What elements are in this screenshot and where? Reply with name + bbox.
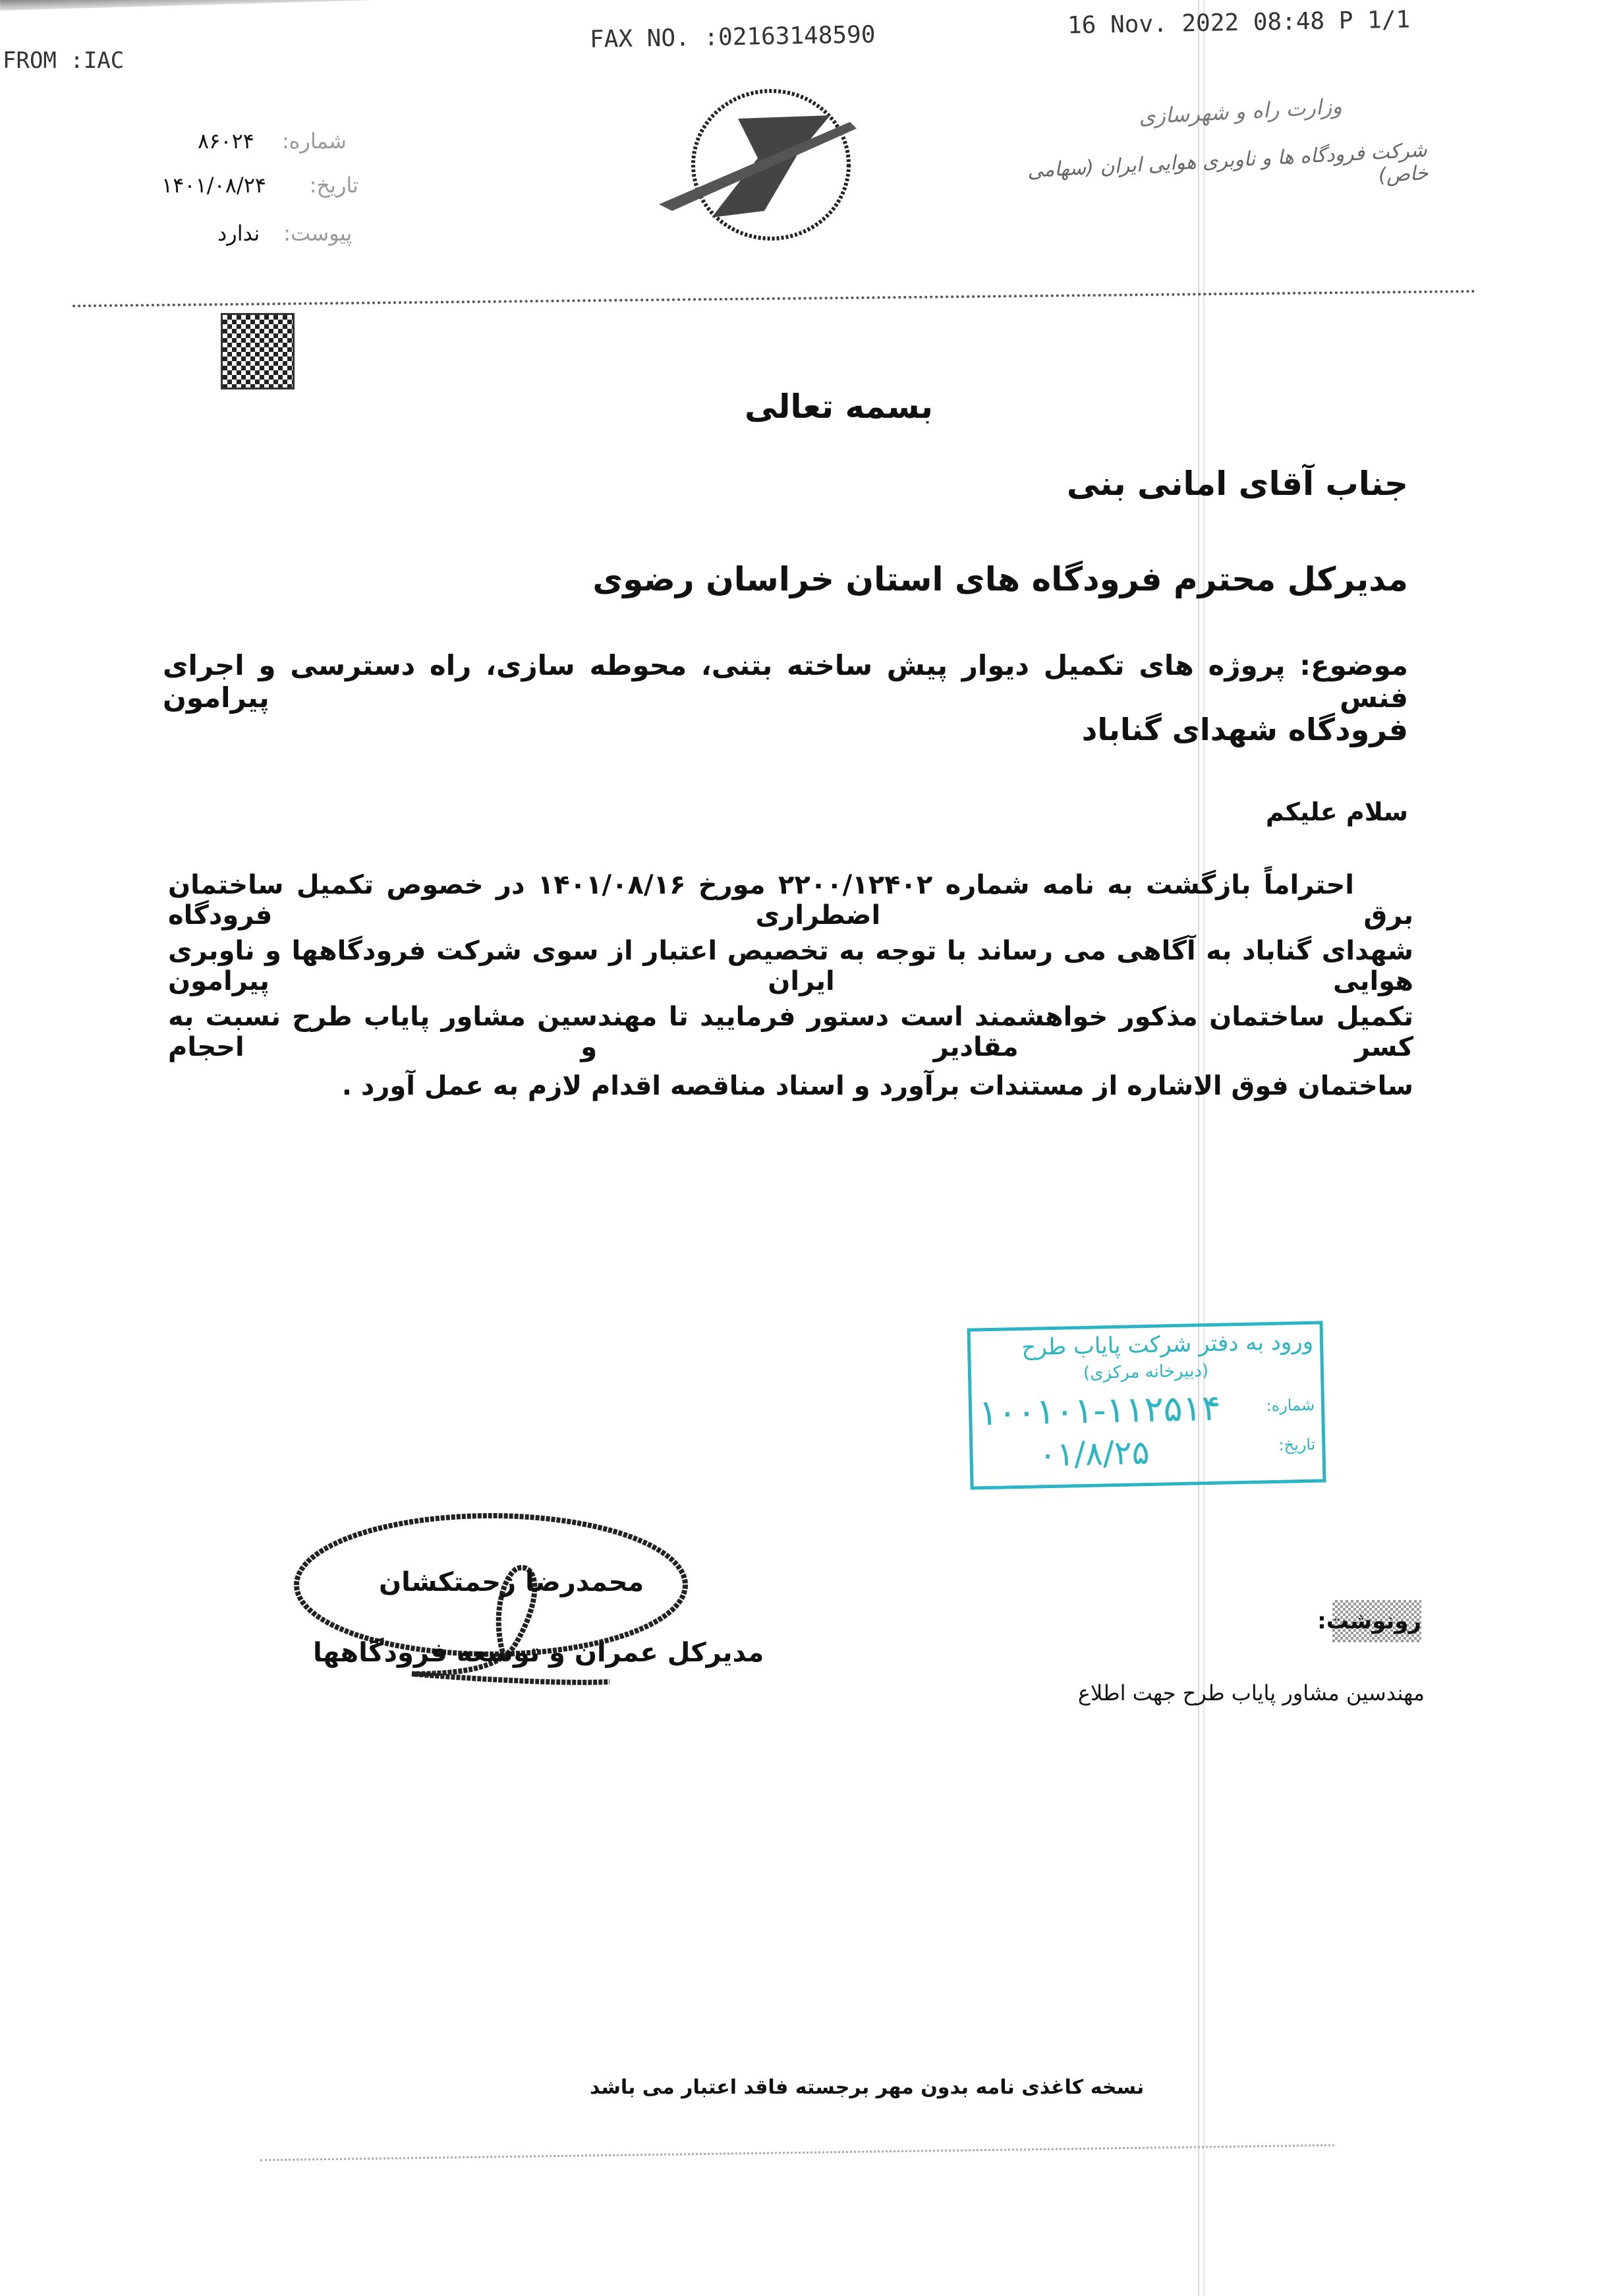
stamp-date-label: تاریخ: (1278, 1435, 1316, 1454)
receipt-stamp (967, 1321, 1326, 1489)
meta-label: پیوست: (283, 221, 353, 246)
cc-label: رونوشت: (1332, 1600, 1421, 1642)
scan-edge-shadow (0, 0, 409, 11)
footer-address-faint (260, 2144, 1334, 2162)
greeting: سلام علیکم (1265, 797, 1408, 826)
meta-label: شماره: (281, 129, 347, 154)
stamp-title: ورود به دفتر شرکت پایاب طرح (1021, 1328, 1314, 1361)
recipient-title: مدیرکل محترم فرودگاه های استان خراسان رضوی (592, 560, 1408, 598)
fax-from: FROM :IAC (3, 47, 125, 74)
stamp-subtitle: (دبیرخانه مرکزی) (1083, 1361, 1209, 1383)
org-company: شرکت فرودگاه ها و ناوبری هوایی ایران (سهامی خاص) (1027, 138, 1429, 188)
body-line: ساختمان فوق الاشاره از مستندات برآورد و اسناد مناقصه اقدام لازم به عمل آورد . (341, 1071, 1413, 1101)
signature-block (293, 1509, 764, 1700)
scan-fold-line (1198, 0, 1205, 2296)
body-line: تکمیل ساختمان مذکور خواهشمند است دستور فرمایید تا مهندسین مشاور پایاب طرح نسبت به کسر مقادیر و احجام (168, 1002, 1413, 1062)
invocation: بسمه تعالی (745, 387, 934, 426)
signatory-name: محمدرضا زحمتکشان (379, 1567, 644, 1597)
stamp-date-value: ۰۱/۸/۲۵ (1038, 1433, 1150, 1474)
recipient-name: جناب آقای امانی بنی (1066, 465, 1408, 503)
body-line: احتراماً بازگشت به نامه شماره ۲۲۰۰/۱۲۴۰۲ مورخ ۱۴۰۱/۰۸/۱۶ در خصوص تکمیل ساختمان برق اضطراری فرودگاه (168, 870, 1413, 931)
meta-label: تاریخ: (309, 173, 359, 198)
org-ministry: وزارت راه و شهرسازی (1138, 93, 1343, 130)
subject-line-1: موضوع: پروژه های تکمیل دیوار پیش ساخته بتنی، محوطه سازی، راه دسترسی و اجرای فنس پیرامون (163, 649, 1408, 714)
stamp-number-value: ۱۰۰۱۰۱-۱۱۲۵۱۴ (978, 1387, 1222, 1434)
subject-line-2: فرودگاه شهدای گناباد (1081, 712, 1408, 747)
meta-attachment (217, 221, 352, 246)
meta-value: ۱۴۰۱/۰۸/۲۴ (161, 173, 267, 198)
fax-number: FAX NO. :02163148590 (589, 21, 876, 53)
meta-value: ندارد (217, 221, 260, 246)
meta-number (198, 129, 347, 154)
signatory-title: مدیرکل عمران و توسعه فرودگاهها (313, 1638, 764, 1668)
signature-scribble-icon (293, 1509, 689, 1700)
header-divider (72, 290, 1476, 307)
airports-company-logo (633, 79, 909, 250)
stamp-number-label: شماره: (1266, 1395, 1315, 1416)
qr-code (221, 313, 295, 389)
body-line: شهدای گناباد به آگاهی می رساند با توجه به تخصیص اعتبار از سوی شرکت فرودگاهها و ناوبری هوایی ایران پیرامون (168, 936, 1413, 996)
meta-date (161, 173, 358, 198)
validity-note: نسخه کاغذی نامه بدون مهر برجسته فاقد اعتبار می باشد (590, 2076, 1145, 2099)
meta-value: ۸۶۰۲۴ (198, 129, 254, 154)
cc-recipient: مهندسین مشاور پایاب طرح جهت اطلاع (1077, 1680, 1425, 1706)
fax-datetime: 16 Nov. 2022 08:48 P 1/1 (1067, 6, 1411, 40)
